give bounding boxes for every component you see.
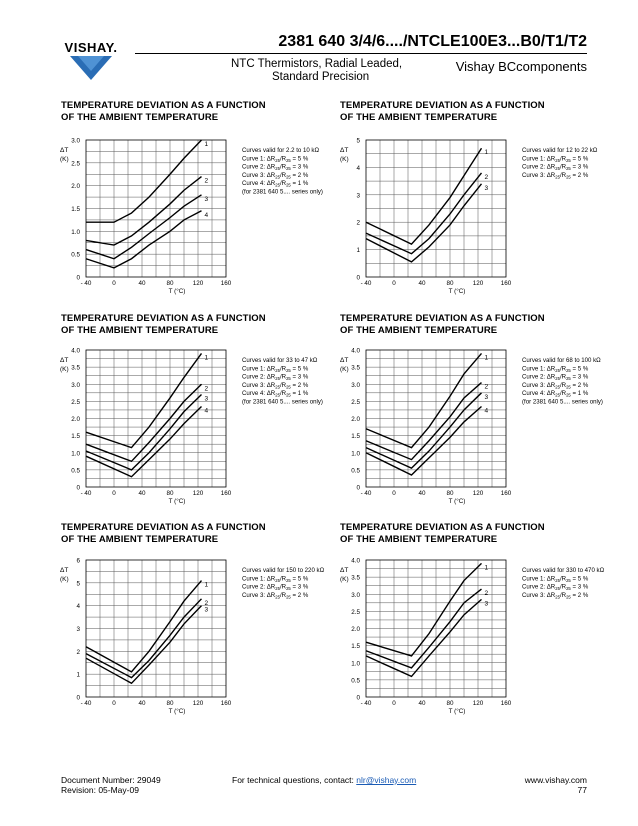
x-tick-label: 160 <box>500 280 512 287</box>
x-tick-label: 120 <box>472 280 484 287</box>
x-tick-label: 160 <box>220 280 232 287</box>
y-tick-label: 1.0 <box>351 660 360 668</box>
y-tick-label: 1.0 <box>351 450 360 458</box>
y-tick-label: 0 <box>76 484 80 492</box>
vishay-logo-text: VISHAY. <box>64 40 118 55</box>
x-tick-label: 0 <box>112 700 116 707</box>
series-label-4: 4 <box>204 211 209 219</box>
legend-line: Curves valid for 12 to 22 kΩ <box>522 147 598 154</box>
x-tick-label: 120 <box>472 490 484 497</box>
y-tick-label: 2 <box>76 648 80 656</box>
series-label-1: 1 <box>484 564 489 572</box>
legend-line: Curve 1: $\Delta R_{25}/R_{25} = 5$ % <box>242 365 309 373</box>
x-tick-label: 0 <box>112 490 116 497</box>
x-tick-label: - 40 <box>80 700 92 707</box>
x-axis-label: T (°C) <box>448 708 466 715</box>
x-tick-label: 160 <box>220 490 232 497</box>
y-tick-label: 1 <box>356 247 360 255</box>
y-axis-label: ΔT <box>60 357 69 364</box>
panel-title-line1: TEMPERATURE DEVIATION AS A FUNCTION <box>61 522 266 533</box>
x-tick-label: 0 <box>392 490 396 497</box>
series-label-2: 2 <box>484 590 489 598</box>
panel-title-line2: OF THE AMBIENT TEMPERATURE <box>340 534 498 545</box>
document-subtitle-line2: Standard Precision <box>272 71 370 83</box>
y-tick-label: 3.5 <box>71 364 80 372</box>
x-tick-label: 80 <box>446 280 454 287</box>
panel-title-line1: TEMPERATURE DEVIATION AS A FUNCTION <box>61 313 266 324</box>
series-label-4: 4 <box>484 407 489 415</box>
legend-line: Curve 1: $\Delta R_{25}/R_{25} = 5$ % <box>522 365 589 373</box>
x-tick-label: - 40 <box>80 490 92 497</box>
panel-title-line2: OF THE AMBIENT TEMPERATURE <box>61 112 219 123</box>
x-tick-label: 0 <box>112 280 116 287</box>
y-tick-label: 1.5 <box>71 206 80 213</box>
chart-panel-4 <box>330 345 615 515</box>
series-label-2: 2 <box>204 599 209 607</box>
y-tick-label: 4 <box>356 164 360 172</box>
y-tick-label: 5 <box>76 580 80 588</box>
legend-line: Curves valid for 2.2 to 10 kΩ <box>242 147 320 154</box>
x-tick-label: 80 <box>166 700 174 707</box>
vishay-logo-triangle <box>56 40 126 82</box>
y-tick-label: 0 <box>356 694 360 702</box>
y-axis-unit: (K) <box>340 576 349 583</box>
document-title: 2381 640 3/4/6..../NTCLE100E3...B0/T1/T2 <box>278 33 587 50</box>
chart-panel-6 <box>330 555 615 725</box>
y-axis-unit: (K) <box>340 156 349 163</box>
panel-title-line2: OF THE AMBIENT TEMPERATURE <box>61 534 219 545</box>
y-tick-label: 3.0 <box>71 137 80 145</box>
legend-line: Curve 3: $\Delta R_{25}/R_{25} = 2$ % <box>242 591 309 600</box>
legend-line: Curve 1: $\Delta R_{25}/R_{25} = 5$ % <box>522 155 589 163</box>
legend-line: Curves valid for 33 to 47 kΩ <box>242 357 318 364</box>
legend-line: Curve 4: $\Delta R_{25}/R_{25} = 1$ % <box>242 180 309 188</box>
x-tick-label: 120 <box>192 280 204 287</box>
y-tick-label: 0 <box>76 274 80 282</box>
x-tick-label: - 40 <box>360 700 372 707</box>
series-label-2: 2 <box>484 383 489 391</box>
footer-contact <box>232 775 416 785</box>
x-axis-label: T (°C) <box>168 288 186 295</box>
legend-line: Curve 3: $\Delta R_{25}/R_{25} = 2$ % <box>242 171 309 180</box>
y-tick-label: 4.0 <box>351 347 360 355</box>
x-tick-label: 160 <box>500 700 512 707</box>
x-axis-label: T (°C) <box>168 708 186 715</box>
y-tick-label: 1.5 <box>71 433 80 441</box>
y-axis-unit: (K) <box>60 366 69 373</box>
x-axis-label: T (°C) <box>448 498 466 505</box>
x-tick-label: 0 <box>392 700 396 707</box>
y-tick-label: 1.0 <box>71 450 80 458</box>
y-tick-label: 3.5 <box>351 364 360 372</box>
y-tick-label: 0 <box>356 274 360 282</box>
series-label-3: 3 <box>204 395 209 403</box>
x-tick-label: 40 <box>138 490 146 497</box>
y-tick-label: 4.0 <box>71 347 80 355</box>
footer-page-number: 77 <box>577 785 587 795</box>
panel-title-line1: TEMPERATURE DEVIATION AS A FUNCTION <box>340 313 545 324</box>
series-label-1: 1 <box>484 354 489 362</box>
panel-title-5 <box>61 522 266 546</box>
footer-document-number: Document Number: 29049 <box>61 775 161 785</box>
vishay-logo <box>56 40 126 82</box>
y-tick-label: 3 <box>356 192 360 200</box>
footer-revision: Revision: 05-May-09 <box>61 785 139 795</box>
y-axis-unit: (K) <box>60 156 69 163</box>
y-tick-label: 5 <box>356 137 360 145</box>
y-tick-label: 2.5 <box>71 398 80 406</box>
x-tick-label: 40 <box>418 700 426 707</box>
series-label-1: 1 <box>204 581 209 589</box>
series-label-3: 3 <box>204 195 209 203</box>
legend-line: Curve 3: $\Delta R_{25}/R_{25} = 2$ % <box>242 381 309 390</box>
y-tick-label: 2.0 <box>351 626 360 633</box>
legend-line: Curves valid for 68 to 100 kΩ <box>522 357 601 364</box>
x-tick-label: 120 <box>192 700 204 707</box>
footer-contact-email-link[interactable]: nlr@vishay.com <box>356 775 417 785</box>
legend-line: Curve 2: $\Delta R_{25}/R_{25} = 3$ % <box>522 163 589 172</box>
panel-title-4 <box>340 313 545 337</box>
legend-line: Curve 3: $\Delta R_{25}/R_{25} = 2$ % <box>522 591 589 600</box>
series-label-2: 2 <box>204 177 209 185</box>
series-label-1: 1 <box>484 149 489 157</box>
y-tick-label: 1.5 <box>351 433 360 441</box>
x-tick-label: 80 <box>446 700 454 707</box>
panel-title-line1: TEMPERATURE DEVIATION AS A FUNCTION <box>61 100 266 111</box>
series-label-1: 1 <box>204 141 209 148</box>
series-label-2: 2 <box>484 173 489 181</box>
series-label-4: 4 <box>204 407 209 415</box>
chart-panel-2 <box>330 135 615 305</box>
y-axis-label: ΔT <box>340 147 349 154</box>
chart-panel-1 <box>50 135 335 305</box>
series-label-1: 1 <box>204 354 209 362</box>
series-label-3: 3 <box>484 184 489 192</box>
x-tick-label: 40 <box>418 490 426 497</box>
footer-website[interactable]: www.vishay.com <box>524 775 587 785</box>
chart-panel-5 <box>50 555 335 725</box>
y-tick-label: 4.0 <box>351 557 360 565</box>
y-tick-label: 2.5 <box>351 398 360 406</box>
y-axis-label: ΔT <box>340 357 349 364</box>
y-tick-label: 1.5 <box>351 643 360 651</box>
y-tick-label: 2.0 <box>71 416 80 423</box>
y-tick-label: 3.0 <box>351 381 360 389</box>
x-tick-label: 80 <box>166 280 174 287</box>
x-tick-label: 40 <box>138 280 146 287</box>
legend-line: Curve 1: $\Delta R_{25}/R_{25} = 5$ % <box>522 575 589 583</box>
legend-line: (for 2381 640 5.... series only) <box>242 188 323 196</box>
x-tick-label: - 40 <box>80 280 92 287</box>
y-tick-label: 0.5 <box>71 467 80 475</box>
legend-line: Curve 2: $\Delta R_{25}/R_{25} = 3$ % <box>522 373 589 382</box>
series-label-3: 3 <box>204 606 209 614</box>
series-label-3: 3 <box>484 600 489 608</box>
x-tick-label: 120 <box>472 700 484 707</box>
panel-title-line1: TEMPERATURE DEVIATION AS A FUNCTION <box>340 100 545 111</box>
chart-panel-3 <box>50 345 335 515</box>
x-axis-label: T (°C) <box>168 498 186 505</box>
x-tick-label: 80 <box>446 490 454 497</box>
y-tick-label: 2 <box>356 219 360 227</box>
legend-line: (for 2381 640 5.... series only) <box>242 398 323 406</box>
panel-title-line2: OF THE AMBIENT TEMPERATURE <box>61 325 219 336</box>
y-tick-label: 2.0 <box>71 183 80 191</box>
x-tick-label: 0 <box>392 280 396 287</box>
y-tick-label: 3.0 <box>351 591 360 599</box>
legend-line: Curve 3: $\Delta R_{25}/R_{25} = 2$ % <box>522 171 589 180</box>
legend-line: Curve 1: $\Delta R_{25}/R_{25} = 5$ % <box>242 575 309 583</box>
panel-title-2 <box>340 100 545 124</box>
y-tick-label: 0.5 <box>351 677 360 685</box>
y-tick-label: 2.5 <box>351 608 360 616</box>
x-tick-label: - 40 <box>360 280 372 287</box>
legend-line: Curve 2: $\Delta R_{25}/R_{25} = 3$ % <box>242 583 309 592</box>
y-tick-label: 0.5 <box>351 467 360 475</box>
y-tick-label: 3 <box>76 626 80 633</box>
y-tick-label: 2.5 <box>71 160 80 168</box>
y-axis-unit: (K) <box>60 576 69 583</box>
panel-title-line2: OF THE AMBIENT TEMPERATURE <box>340 325 498 336</box>
y-tick-label: 2.0 <box>351 416 360 423</box>
legend-line: Curve 2: $\Delta R_{25}/R_{25} = 3$ % <box>242 163 309 172</box>
y-tick-label: 0 <box>356 484 360 492</box>
series-label-3: 3 <box>484 393 489 401</box>
y-tick-label: 1.0 <box>71 228 80 236</box>
y-axis-label: ΔT <box>340 567 349 574</box>
y-tick-label: 0 <box>76 694 80 702</box>
header-rule <box>135 53 587 54</box>
panel-title-1 <box>61 100 266 124</box>
legend-line: Curve 1: $\Delta R_{25}/R_{25} = 5$ % <box>242 155 309 163</box>
y-tick-label: 6 <box>76 557 80 565</box>
y-tick-label: 4 <box>76 603 80 611</box>
footer-contact-label: For technical questions, contact: <box>232 775 357 785</box>
document-subtitle-line1: NTC Thermistors, Radial Leaded, <box>231 58 403 70</box>
x-tick-label: 160 <box>500 490 512 497</box>
y-tick-label: 3.5 <box>351 574 360 582</box>
y-tick-label: 1 <box>76 671 80 679</box>
x-tick-label: 160 <box>220 700 232 707</box>
legend-line: Curve 4: $\Delta R_{25}/R_{25} = 1$ % <box>522 390 589 398</box>
legend-line: Curve 4: $\Delta R_{25}/R_{25} = 1$ % <box>242 390 309 398</box>
panel-title-6 <box>340 522 545 546</box>
x-axis-label: T (°C) <box>448 288 466 295</box>
x-tick-label: 120 <box>192 490 204 497</box>
y-axis-unit: (K) <box>340 366 349 373</box>
panel-title-line2: OF THE AMBIENT TEMPERATURE <box>340 112 498 123</box>
y-axis-label: ΔT <box>60 147 69 154</box>
legend-line: Curves valid for 330 to 470 kΩ <box>522 567 605 574</box>
legend-line: Curves valid for 150 to 220 kΩ <box>242 567 325 574</box>
legend-line: Curve 2: $\Delta R_{25}/R_{25} = 3$ % <box>522 583 589 592</box>
x-tick-label: 80 <box>166 490 174 497</box>
y-tick-label: 3.0 <box>71 381 80 389</box>
x-tick-label: - 40 <box>360 490 372 497</box>
panel-title-3 <box>61 313 266 337</box>
series-label-2: 2 <box>204 385 209 393</box>
legend-line: (for 2381 640 5.... series only) <box>522 398 603 406</box>
legend-line: Curve 2: $\Delta R_{25}/R_{25} = 3$ % <box>242 373 309 382</box>
y-tick-label: 0.5 <box>71 251 80 259</box>
x-tick-label: 40 <box>138 700 146 707</box>
legend-line: Curve 3: $\Delta R_{25}/R_{25} = 2$ % <box>522 381 589 390</box>
y-axis-label: ΔT <box>60 567 69 574</box>
panel-title-line1: TEMPERATURE DEVIATION AS A FUNCTION <box>340 522 545 533</box>
x-tick-label: 40 <box>418 280 426 287</box>
brand-name: Vishay BCcomponents <box>455 59 587 74</box>
